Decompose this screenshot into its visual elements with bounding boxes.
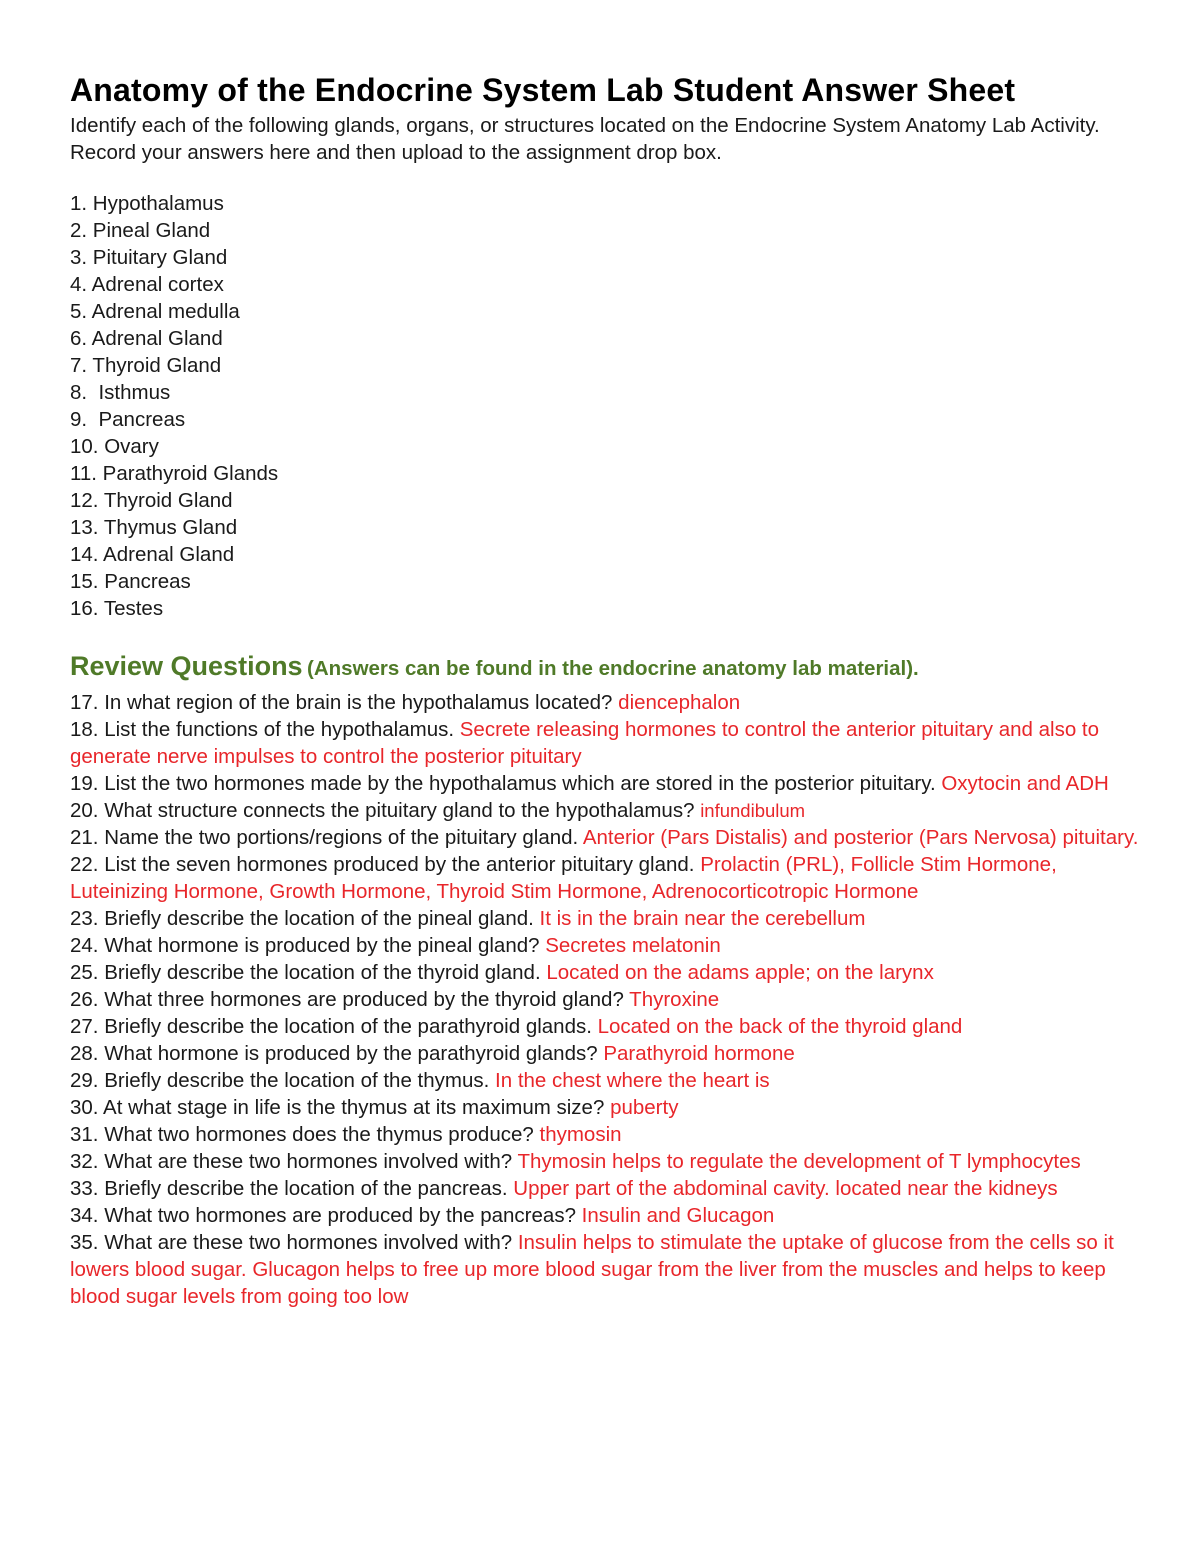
answer-text: Insulin and Glucagon [581, 1204, 775, 1227]
question-text: 33. Briefly describe the location of the pancreas. [70, 1177, 508, 1200]
list-item: 6. Adrenal Gland [70, 327, 223, 350]
review-subtitle: (Answers can be found in the endocrine anatomy lab material). [307, 657, 919, 680]
question-item [70, 1148, 1140, 1175]
question-item [70, 1229, 1140, 1310]
answer-sheet-page [70, 70, 1140, 1310]
list-item: 4. Adrenal cortex [70, 273, 224, 296]
question-item [70, 716, 1140, 770]
answer-text: Thyroxine [629, 988, 720, 1011]
question-item [70, 797, 1140, 824]
answer-text: Anterior (Pars Distalis) and posterior (Pars Nervosa) pituitary. [582, 826, 1139, 849]
list-item: 13. Thymus Gland [70, 516, 238, 539]
question-text: 22. List the seven hormones produced by the anterior pituitary gland. [70, 853, 695, 876]
question-item [70, 1175, 1140, 1202]
review-heading [70, 648, 1140, 689]
question-item [70, 851, 1140, 905]
answer-text: Prolactin (PRL), Follicle Stim Hormone, Luteinizing Hormone, Growth Hormone, Thyroid Stim Hormone, Adrenocorticotropic Hormone [70, 853, 1057, 903]
question-text: 19. List the two hormones made by the hypothalamus which are stored in the posterior pituitary. [70, 772, 936, 795]
question-item [70, 932, 1140, 959]
list-item: 7. Thyroid Gland [70, 354, 222, 377]
question-text: 34. What two hormones are produced by the pancreas? [70, 1204, 576, 1227]
question-item [70, 1121, 1140, 1148]
question-text: 31. What two hormones does the thymus produce? [70, 1123, 534, 1146]
answer-text: Located on the back of the thyroid gland [597, 1015, 963, 1038]
answer-text: Oxytocin and ADH [941, 772, 1109, 795]
question-text: 29. Briefly describe the location of the thymus. [70, 1069, 490, 1092]
answer-text: It is in the brain near the cerebellum [539, 907, 866, 930]
answer-text: Thymosin helps to regulate the development of T lymphocytes [517, 1150, 1081, 1173]
answer-text: In the chest where the heart is [495, 1069, 770, 1092]
answer-text: Secretes melatonin [545, 934, 721, 957]
question-item [70, 1094, 1140, 1121]
question-text: 21. Name the two portions/regions of the pituitary gland. [70, 826, 579, 849]
list-item: 5. Adrenal medulla [70, 300, 240, 323]
question-item [70, 1202, 1140, 1229]
question-text: 23. Briefly describe the location of the pineal gland. [70, 907, 534, 930]
answer-text: Insulin helps to stimulate the uptake of glucose from the cells so it lowers blood sugar. Glucagon helps to free up more blood sugar from the liver from the muscles and helps to keep blood sugar levels from going too low [70, 1231, 1114, 1308]
answer-text: diencephalon [618, 691, 741, 714]
question-text: 35. What are these two hormones involved with? [70, 1231, 513, 1254]
question-text: 32. What are these two hormones involved with? [70, 1150, 513, 1173]
review-title: Review Questions [70, 651, 303, 681]
question-text: 28. What hormone is produced by the parathyroid glands? [70, 1042, 598, 1065]
answer-text: Located on the adams apple; on the larynx [546, 961, 934, 984]
list-item: 1. Hypothalamus [70, 192, 224, 215]
question-text: 17. In what region of the brain is the hypothalamus located? [70, 691, 613, 714]
list-item: 14. Adrenal Gland [70, 543, 235, 566]
question-item [70, 1013, 1140, 1040]
question-text: 24. What hormone is produced by the pineal gland? [70, 934, 540, 957]
question-text: 18. List the functions of the hypothalamus. [70, 718, 455, 741]
list-item: 3. Pituitary Gland [70, 246, 228, 269]
question-text: 25. Briefly describe the location of the thyroid gland. [70, 961, 541, 984]
question-item [70, 824, 1140, 851]
question-text: 27. Briefly describe the location of the parathyroid glands. [70, 1015, 592, 1038]
question-text: 26. What three hormones are produced by the thyroid gland? [70, 988, 624, 1011]
question-item [70, 905, 1140, 932]
question-item [70, 689, 1140, 716]
review-questions [70, 689, 1140, 1310]
question-item [70, 1040, 1140, 1067]
question-item [70, 986, 1140, 1013]
list-item: 8. Isthmus [70, 381, 171, 404]
list-item: 9. Pancreas [70, 408, 186, 431]
question-text: 20. What structure connects the pituitary gland to the hypothalamus? [70, 799, 695, 822]
list-item: 16. Testes [70, 597, 164, 620]
question-item [70, 1067, 1140, 1094]
answer-text: Secrete releasing hormones to control the anterior pituitary and also to generate nerve impulses to control the posterior pituitary [70, 718, 1100, 768]
page-title: Anatomy of the Endocrine System Lab Student Answer Sheet [70, 72, 1016, 108]
question-text: 30. At what stage in life is the thymus at its maximum size? [70, 1096, 605, 1119]
answer-text: thymosin [539, 1123, 622, 1146]
answer-text: Upper part of the abdominal cavity. located near the kidneys [513, 1177, 1058, 1200]
answer-text: Parathyroid hormone [603, 1042, 795, 1065]
list-item: 2. Pineal Gland [70, 219, 211, 242]
question-item [70, 959, 1140, 986]
list-item: 15. Pancreas [70, 570, 191, 593]
answer-text: infundibulum [700, 800, 806, 821]
list-item: 11. Parathyroid Glands [70, 462, 279, 485]
question-item [70, 770, 1140, 797]
answer-text: puberty [610, 1096, 679, 1119]
intro-paragraph: Identify each of the following glands, organs, or structures located on the Endocrine System Anatomy Lab Activity. Record your answers here and then upload to the assignment drop box. [70, 114, 1100, 164]
identify-list [70, 190, 1140, 622]
list-item: 12. Thyroid Gland [70, 489, 233, 512]
list-item: 10. Ovary [70, 435, 159, 458]
